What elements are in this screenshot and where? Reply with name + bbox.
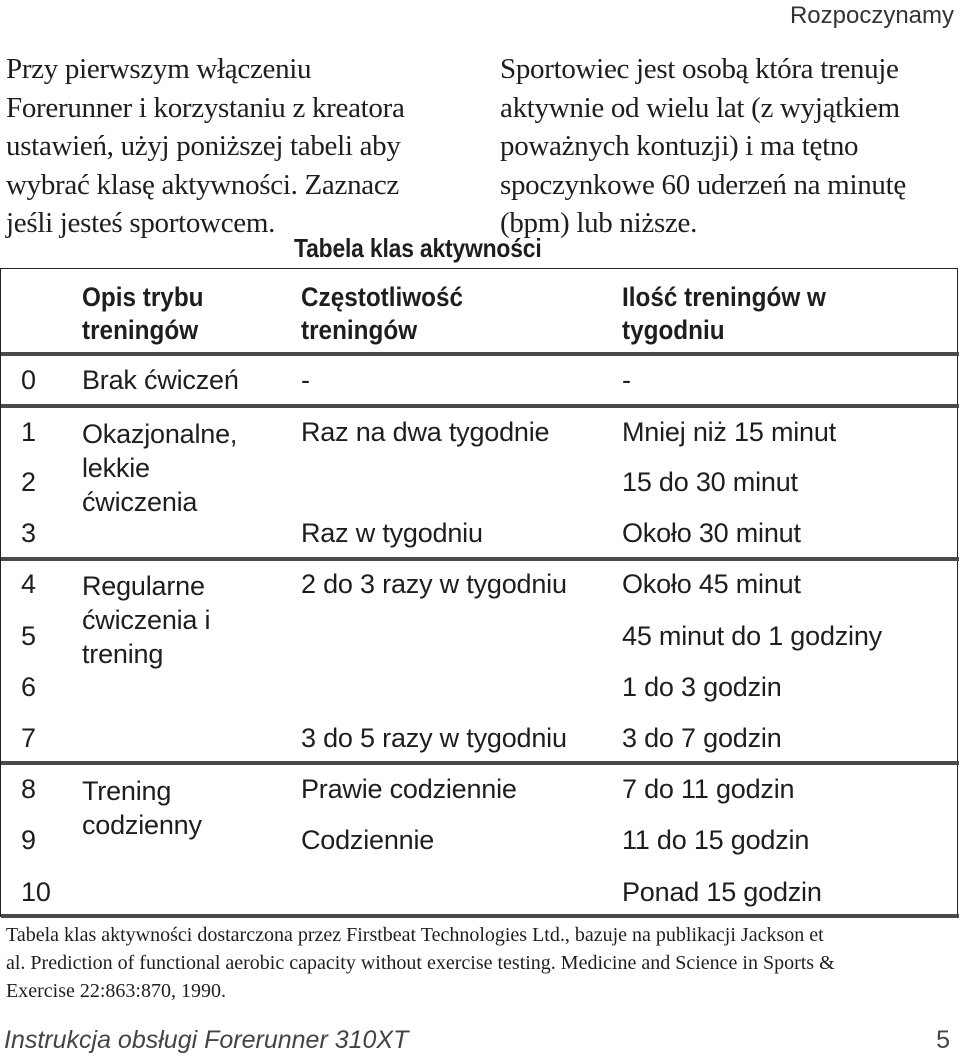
- amount-cell: 15 do 30 minut: [622, 467, 798, 497]
- footer-manual-title: Instrukcja obsługi Forerunner 310XT: [4, 1026, 409, 1054]
- intro-line: Forerunner i korzystaniu z kreatora: [6, 91, 405, 124]
- level-cell: 3: [21, 518, 36, 548]
- intro-line: poważnych kontuzji) i ma tętno: [500, 130, 859, 162]
- row-divider: [1, 557, 959, 561]
- row-divider: [1, 914, 959, 918]
- header-frequency: Częstotliwość treningów: [301, 282, 464, 345]
- amount-cell: 11 do 15 godzin: [622, 825, 810, 855]
- amount-cell: 3 do 7 godzin: [622, 723, 782, 753]
- level-cell: 2: [21, 467, 36, 497]
- intro-line: wybrać klasę aktywności. Zaznacz: [6, 168, 399, 201]
- frequency-cell: 2 do 3 razy w tygodniu: [301, 569, 567, 599]
- level-cell: 8: [21, 774, 36, 804]
- intro-line: Przy pierwszym włączeniu: [6, 53, 312, 85]
- description-cell: Brak ćwiczeń: [82, 365, 239, 395]
- frequency-cell: -: [301, 365, 310, 395]
- footnote-line: al. Prediction of functional aerobic capacity without exercise testing. Medicine and Science in Sports &: [6, 952, 835, 974]
- activity-class-table: [0, 268, 958, 917]
- description-cell: Regularne ćwiczenia i trening: [82, 571, 211, 669]
- amount-cell: -: [622, 365, 631, 395]
- intro-line: aktywnie od wielu lat (z wyjątkiem: [500, 91, 900, 124]
- amount-cell: Około 30 minut: [622, 518, 801, 548]
- level-cell: 7: [21, 723, 36, 753]
- header-description: Opis trybu treningów: [82, 282, 204, 345]
- amount-cell: 45 minut do 1 godziny: [622, 621, 882, 651]
- amount-cell: Mniej niż 15 minut: [622, 417, 836, 447]
- frequency-cell: Raz na dwa tygodnie: [301, 417, 550, 447]
- amount-cell: 1 do 3 godzin: [622, 672, 782, 702]
- level-cell: 5: [21, 621, 36, 651]
- level-cell: 0: [21, 365, 36, 395]
- frequency-cell: Prawie codziennie: [301, 774, 517, 804]
- intro-line: jeśli jesteś sportowcem.: [6, 207, 276, 239]
- frequency-cell: Codziennie: [301, 825, 435, 855]
- level-cell: 10: [21, 877, 51, 907]
- level-cell: 6: [21, 672, 36, 702]
- intro-paragraph-right: [500, 50, 906, 243]
- amount-cell: Ponad 15 godzin: [622, 877, 822, 907]
- description-cell: Trening codzienny: [82, 776, 202, 840]
- intro-line: spoczynkowe 60 uderzeń na minutę: [500, 168, 906, 201]
- level-cell: 4: [21, 569, 36, 599]
- table-footnote: [6, 921, 835, 1005]
- header-amount: Ilość treningów w tygodniu: [622, 282, 826, 345]
- level-cell: 9: [21, 825, 36, 855]
- row-divider: [1, 761, 959, 765]
- row-divider: [1, 352, 959, 356]
- section-title: Rozpoczynamy: [789, 2, 954, 29]
- page-number: 5: [936, 1026, 950, 1054]
- frequency-cell: Raz w tygodniu: [301, 518, 483, 548]
- footnote-line: Exercise 22:863:870, 1990.: [6, 980, 226, 1002]
- intro-line: ustawień, użyj poniższej tabeli aby: [6, 130, 401, 162]
- intro-line: (bpm) lub niższe.: [500, 207, 698, 239]
- level-cell: 1: [21, 417, 36, 447]
- frequency-cell: 3 do 5 razy w tygodniu: [301, 723, 567, 753]
- description-cell: Okazjonalne, lekkie ćwiczenia: [82, 419, 238, 517]
- amount-cell: 7 do 11 godzin: [622, 774, 795, 804]
- intro-line: Sportowiec jest osobą która trenuje: [500, 53, 899, 85]
- intro-paragraph-left: [6, 50, 405, 243]
- table-title: Tabela klas aktywności: [294, 233, 542, 263]
- amount-cell: Około 45 minut: [622, 569, 801, 599]
- row-divider: [1, 404, 959, 408]
- footnote-line: Tabela klas aktywności dostarczona przez Firstbeat Technologies Ltd., bazuje na publikacji Jackson et: [6, 924, 824, 946]
